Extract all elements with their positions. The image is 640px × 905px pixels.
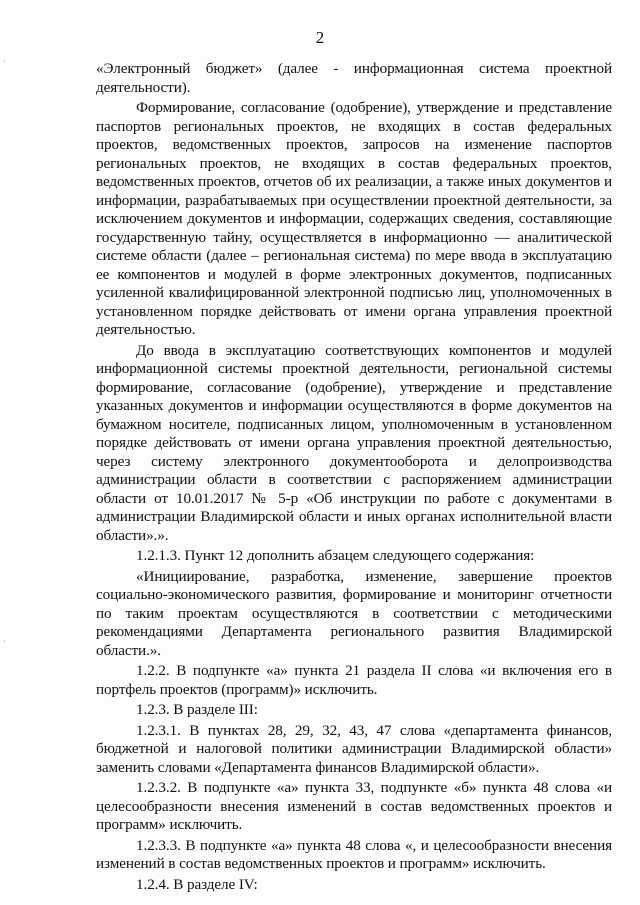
document-body [96, 60, 612, 894]
paragraph: 1.2.4. В разделе IV: [136, 875, 258, 893]
scan-edge-mark [4, 640, 5, 642]
scan-edge-mark [4, 60, 5, 62]
paragraph: 1.2.3.3. В подпункте «а» пункта 48 слова «, и целесообразности внесения изменений в состав ведомственных проектов и программ» исключить. [96, 836, 612, 872]
paragraph: 1.2.3.1. В пунктах 28, 29, 32, 43, 47 слова «департамента финансов, бюджетной и налоговой политики администрации Владимирской области» заменить словами «Департамента финансов Владимирской области». [96, 721, 612, 776]
paragraph: 1.2.3.2. В подпункте «а» пункта 33, подпункте «б» пункта 48 слова «и целесообразности внесения изменений в состав ведомственных проектов и программ» исключить. [96, 779, 612, 833]
paragraph: «Электронный бюджет» (далее - информационная система проектной деятельности). [96, 60, 612, 96]
paragraph: До ввода в эксплуатацию соответствующих компонентов и модулей информационной системы проектной деятельности, региональной системы формирование, согласование (одобрение), утверждение и представление указанных документов и информации осуществляются в форме документов на бумажном носителе, подписанных лицом, уполномоченным в установленном порядке действовать от имени органа управления проектной деятельностью, через систему электронного документооборота и делопроизводства администрации области в соответствии с распоряжением администрации области от 10.01.2017 № 5-р «Об инструкции по работе с документами в администрации Владимирской области и иных органах исполнительной власти области».». [96, 341, 612, 544]
paragraph: 1.2.2. В подпункте «а» пункта 21 раздела II слова «и включения его в портфель проектов (программ)» исключить. [96, 662, 612, 698]
paragraph: 1.2.1.3. Пункт 12 дополнить абзацем следующего содержания: [136, 547, 535, 564]
page-number: 2 [315, 28, 325, 47]
paragraph: Формирование, согласование (одобрение), утверждение и представление паспортов региональных проектов, не входящих в состав федеральных проектов, ведомственных проектов, запросов на изменение паспортов региональных проектов, не входящих в состав федеральных проектов, ведомственных проектов, отчетов об их реализации, а также иных документов и информации, разрабатываемых при осуществлении проектной деятельности, за исключением документов и информации, содержащих сведения, составляющие государственную тайну, осуществляется в информационно — аналитической системе области (далее – региональная система) по мере ввода в эксплуатацию ее компонентов и модулей в форме электронных документов, подписанных усиленной квалифицированной электронной подписью лиц, уполномоченных в установленном порядке действовать от имени органа управления проектной деятельностью. [96, 99, 612, 338]
paragraph: 1.2.3. В разделе III: [136, 701, 258, 718]
paragraph: «Инициирование, разработка, изменение, завершение проектов социально-экономического развития, формирование и мониторинг отчетности по таким проектам осуществляются в соответствии с методическими рекомендациями Департамента регионального развития Владимирской области.». [96, 567, 612, 659]
